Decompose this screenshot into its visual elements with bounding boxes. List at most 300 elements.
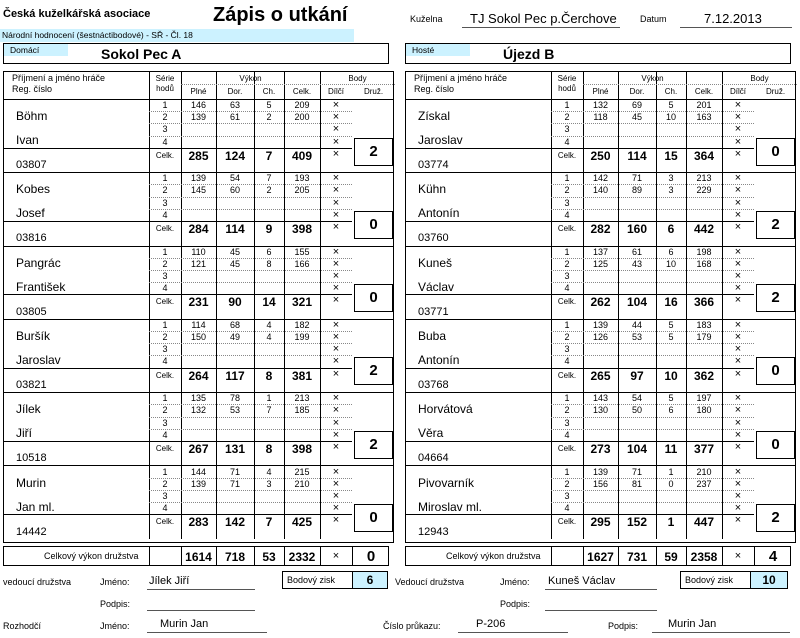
player-total-value: 124 <box>224 148 246 163</box>
referee-name-line <box>147 632 267 633</box>
series-value: 54 <box>631 393 642 404</box>
player-total-value: 114 <box>225 222 245 237</box>
partial-point-mark: × <box>332 416 340 429</box>
player-team-points: 2 <box>354 431 393 459</box>
series-value: 213 <box>294 393 310 404</box>
lane-value: TJ Sokol Pec p.Čerchove <box>470 11 617 26</box>
player-total-value: 364 <box>693 148 715 163</box>
partial-point-mark: × <box>734 355 742 368</box>
series-value: 4 <box>266 319 272 330</box>
partial-point-mark: × <box>332 208 340 221</box>
lane-label: Kuželna <box>410 14 443 24</box>
player-total-value: 231 <box>188 295 209 310</box>
partial-point-mark: × <box>332 294 340 307</box>
series-value: 68 <box>229 319 240 330</box>
player-surname: Böhm <box>16 109 48 123</box>
series-number: 1 <box>162 393 168 404</box>
series-value: 150 <box>190 332 207 343</box>
referee-sign-label: Podpis: <box>608 621 639 631</box>
player-surname: Murin <box>16 475 47 490</box>
reg-line <box>4 441 149 442</box>
partial-point-mark: × <box>734 196 742 209</box>
referee-sign: Murin Jan <box>668 618 717 630</box>
series-value: 3 <box>266 478 272 489</box>
series-total-label: Celk. <box>557 517 577 527</box>
series-number: 3 <box>162 270 168 281</box>
partial-point-mark: × <box>734 318 742 331</box>
clear-col-header: Dor. <box>629 87 645 96</box>
home-score-table <box>3 71 394 543</box>
referee-label: Rozhodčí <box>3 621 42 631</box>
player-team-points: 2 <box>354 138 393 166</box>
partial-point-mark: × <box>734 172 742 185</box>
guest-team-total <box>405 546 791 566</box>
player-total-value: 409 <box>291 148 313 163</box>
series-number: 3 <box>162 344 168 355</box>
player-total-value: 447 <box>693 515 715 530</box>
player-total-value: 442 <box>693 222 715 237</box>
series-number: 4 <box>564 209 570 220</box>
player-total-value: 7 <box>265 148 273 163</box>
series-number: 1 <box>564 100 570 110</box>
series-value: 81 <box>631 478 642 489</box>
team-total-value: 2332 <box>288 550 316 564</box>
series-value: 182 <box>294 319 310 330</box>
partial-point-mark: × <box>734 294 742 307</box>
points-col-header: Body <box>348 74 367 83</box>
partial-point-mark: × <box>332 282 340 295</box>
partial-point-mark: × <box>734 221 742 234</box>
series-value: 10 <box>665 258 676 269</box>
series-number: 1 <box>162 173 168 184</box>
player-block <box>4 99 393 172</box>
team-total-value: 53 <box>262 550 276 564</box>
series-value: 125 <box>592 258 609 269</box>
player-surname: Kühn <box>418 182 447 197</box>
player-block <box>406 172 795 245</box>
partial-col-header: Dílčí <box>730 87 746 96</box>
partial-point-mark: × <box>332 367 340 380</box>
partial-point-mark: × <box>332 184 340 197</box>
series-number: 4 <box>564 429 570 440</box>
total-row-line <box>551 514 754 515</box>
series-total-label: Celk. <box>155 517 175 527</box>
series-total-label: Celk. <box>155 297 175 307</box>
player-firstname: Václav <box>418 279 455 294</box>
home-leader-line <box>147 589 255 590</box>
partial-point-mark: × <box>734 123 742 136</box>
guest-role: Hosté <box>406 44 470 56</box>
series-number: 1 <box>564 246 570 257</box>
points-col-header: Body <box>750 74 769 83</box>
series-value: 229 <box>696 185 712 196</box>
total-row-line <box>551 441 754 442</box>
miss-col-header: Ch. <box>262 87 276 96</box>
series-value: 2 <box>266 112 272 123</box>
player-total-value: 295 <box>590 515 611 530</box>
series-value: 237 <box>696 478 712 489</box>
series-value: 139 <box>592 466 609 477</box>
series-value: 215 <box>294 466 310 477</box>
player-reg-number: 03774 <box>418 159 449 171</box>
partial-point-mark: × <box>332 135 340 148</box>
org-name: Česká kuželkářská asociace <box>3 8 151 20</box>
series-total-label: Celk. <box>557 443 577 453</box>
series-number: 2 <box>162 258 168 269</box>
series-number: 2 <box>564 405 570 416</box>
series-value: 6 <box>668 405 674 416</box>
series-number: 1 <box>564 466 570 477</box>
player-total-value: 7 <box>265 515 273 530</box>
guest-score-table <box>405 71 796 543</box>
series-value: 144 <box>190 466 207 477</box>
series-value: 130 <box>592 405 609 416</box>
total-row-line <box>149 441 352 442</box>
series-value: 185 <box>294 405 310 416</box>
series-value: 63 <box>229 100 240 110</box>
home-leader-label: vedoucí družstva <box>3 577 72 587</box>
series-value: 210 <box>696 466 712 477</box>
partial-point-mark: × <box>332 318 340 331</box>
series-col-header: Série <box>155 74 175 83</box>
team-total-mark: × <box>734 550 742 562</box>
miss-col-header: Ch. <box>664 87 678 96</box>
series-number: 2 <box>564 112 570 123</box>
player-block <box>406 99 795 172</box>
series-value: 4 <box>266 466 272 477</box>
partial-point-mark: × <box>734 489 742 502</box>
total-row-line <box>149 368 352 369</box>
series-value: 140 <box>592 185 609 196</box>
series-value: 71 <box>631 466 642 477</box>
series-number: 2 <box>162 478 168 489</box>
player-total-value: 284 <box>188 222 209 237</box>
series-total-label: Celk. <box>155 370 175 380</box>
partial-point-mark: × <box>734 331 742 344</box>
page-title: Zápis o utkání <box>213 4 348 26</box>
team-total-value: 2358 <box>690 550 718 564</box>
series-number: 3 <box>564 490 570 501</box>
partial-point-mark: × <box>332 465 340 478</box>
team-total-points: 0 <box>366 548 376 565</box>
series-number: 4 <box>162 283 168 294</box>
reg-line <box>406 294 551 295</box>
series-number: 3 <box>564 124 570 135</box>
series-value: 145 <box>190 185 207 196</box>
series-value: 198 <box>696 246 712 257</box>
total-col-header: Celk. <box>694 87 714 96</box>
series-number: 3 <box>162 197 168 208</box>
series-value: 4 <box>266 332 272 343</box>
player-total-value: 283 <box>188 515 209 530</box>
player-firstname: Jaroslav <box>418 133 463 147</box>
partial-point-mark: × <box>332 257 340 270</box>
team-total-label: Celkový výkon družstva <box>446 551 541 561</box>
player-total-value: 398 <box>291 222 313 237</box>
reg-line <box>4 368 149 369</box>
player-total-value: 362 <box>693 368 715 383</box>
series-value: 132 <box>190 405 207 416</box>
reg-line <box>406 441 551 442</box>
team-total-value: 718 <box>224 550 246 564</box>
series-number: 4 <box>564 136 570 147</box>
player-total-value: 273 <box>590 441 611 456</box>
series-number: 3 <box>162 417 168 428</box>
series-number: 2 <box>564 185 570 196</box>
home-name-label: Jméno: <box>100 577 130 587</box>
guest-score-value: 10 <box>750 572 787 588</box>
series-value: 213 <box>696 173 712 184</box>
series-number: 4 <box>564 503 570 514</box>
series-value: 53 <box>229 405 240 416</box>
series-value: 146 <box>190 100 207 110</box>
partial-point-mark: × <box>734 208 742 221</box>
partial-point-mark: × <box>332 331 340 344</box>
guest-leader-line <box>545 589 657 590</box>
series-value: 6 <box>266 246 272 257</box>
player-total-value: 152 <box>626 515 648 530</box>
series-number: 2 <box>564 478 570 489</box>
home-team-total <box>3 546 389 566</box>
series-value: 78 <box>229 393 240 404</box>
partial-point-mark: × <box>332 489 340 502</box>
player-firstname: Věra <box>418 426 444 441</box>
player-total-value: 8 <box>265 368 273 383</box>
total-row-line <box>551 368 754 369</box>
series-number: 1 <box>564 393 570 404</box>
series-value: 126 <box>592 332 609 343</box>
guest-team-name: Újezd B <box>503 46 555 62</box>
player-total-value: 104 <box>626 441 648 456</box>
series-col-header-2: hodů <box>156 84 174 93</box>
series-value: 8 <box>266 258 272 269</box>
partial-point-mark: × <box>734 392 742 405</box>
series-value: 1 <box>266 393 272 404</box>
home-score-value: 6 <box>352 572 387 588</box>
player-firstname: Jaroslav <box>16 352 61 367</box>
series-value: 179 <box>696 332 712 343</box>
series-value: 89 <box>631 185 642 196</box>
player-total-value: 282 <box>590 222 611 237</box>
clear-col-header: Dor. <box>227 87 243 96</box>
guest-team-header <box>405 43 791 64</box>
total-row-line <box>551 221 754 222</box>
partial-point-mark: × <box>734 416 742 429</box>
partial-point-mark: × <box>734 514 742 527</box>
series-number: 2 <box>564 332 570 343</box>
partial-point-mark: × <box>332 404 340 417</box>
series-col-header-2: hodů <box>558 84 576 93</box>
partial-point-mark: × <box>734 440 742 453</box>
partial-point-mark: × <box>332 221 340 234</box>
series-number: 4 <box>162 503 168 514</box>
player-total-value: 9 <box>265 222 273 237</box>
partial-point-mark: × <box>332 123 340 136</box>
reg-col-header: Reg. číslo <box>414 84 455 94</box>
series-number: 4 <box>162 429 168 440</box>
series-value: 49 <box>229 332 240 343</box>
player-total-value: 6 <box>667 222 675 237</box>
series-value: 142 <box>592 173 609 184</box>
player-team-points: 2 <box>756 211 795 239</box>
partial-point-mark: × <box>734 99 742 111</box>
partial-point-mark: × <box>734 147 742 160</box>
series-value: 180 <box>696 405 712 416</box>
series-value: 183 <box>696 319 712 330</box>
series-value: 71 <box>229 466 240 477</box>
series-value: 45 <box>229 246 240 257</box>
player-total-value: 131 <box>224 441 246 456</box>
partial-point-mark: × <box>332 269 340 282</box>
partial-point-mark: × <box>734 184 742 197</box>
series-value: 60 <box>229 185 240 196</box>
guest-score-label: Bodový zisk <box>685 575 734 585</box>
total-row-line <box>551 294 754 295</box>
series-value: 5 <box>266 100 272 110</box>
team-total-value: 731 <box>626 550 648 564</box>
player-reg-number: 03771 <box>418 305 449 318</box>
series-value: 193 <box>294 173 310 184</box>
player-total-value: 142 <box>224 515 246 530</box>
partial-point-mark: × <box>734 245 742 258</box>
partial-point-mark: × <box>332 147 340 160</box>
partial-point-mark: × <box>734 269 742 282</box>
series-value: 143 <box>592 393 609 404</box>
series-value: 2 <box>266 185 272 196</box>
player-block <box>4 172 393 245</box>
series-number: 3 <box>564 270 570 281</box>
series-value: 44 <box>631 319 642 330</box>
player-reg-number: 03805 <box>16 305 47 318</box>
series-value: 210 <box>294 478 310 489</box>
player-reg-number: 04664 <box>418 452 449 465</box>
home-score-label: Bodový zisk <box>287 575 336 585</box>
player-total-value: 160 <box>626 222 648 237</box>
team-total-divider <box>149 547 150 565</box>
series-value: 50 <box>631 405 642 416</box>
partial-point-mark: × <box>734 477 742 490</box>
series-value: 139 <box>190 173 207 184</box>
series-value: 110 <box>191 246 206 257</box>
lane-underline <box>462 27 620 28</box>
series-number: 2 <box>162 112 168 123</box>
player-block <box>406 246 795 319</box>
partial-point-mark: × <box>332 428 340 441</box>
player-total-value: 381 <box>291 368 313 383</box>
series-number: 3 <box>564 197 570 208</box>
series-total-label: Celk. <box>557 297 577 307</box>
series-number: 3 <box>564 417 570 428</box>
series-number: 3 <box>162 124 168 135</box>
player-reg-number: 10518 <box>16 452 47 465</box>
series-total-label: Celk. <box>557 370 577 380</box>
series-total-label: Celk. <box>155 443 175 453</box>
series-number: 1 <box>564 173 570 184</box>
series-value: 61 <box>631 246 642 257</box>
reg-line <box>4 294 149 295</box>
guest-sign-label: Podpis: <box>500 599 531 609</box>
series-number: 4 <box>564 283 570 294</box>
partial-point-mark: × <box>332 172 340 185</box>
player-col-header: Příjmení a jméno hráče <box>414 73 508 83</box>
series-number: 3 <box>564 344 570 355</box>
partial-point-mark: × <box>734 111 742 124</box>
full-col-header: Plné <box>190 87 207 96</box>
player-block <box>406 466 795 539</box>
partial-point-mark: × <box>734 367 742 380</box>
team-points-col-header: Druž. <box>765 87 786 96</box>
series-total-label: Celk. <box>155 224 175 234</box>
series-value: 199 <box>294 332 310 343</box>
player-block <box>4 319 393 392</box>
series-value: 54 <box>229 173 240 184</box>
series-value: 10 <box>665 112 676 123</box>
series-total-label: Celk. <box>557 150 577 160</box>
player-total-value: 16 <box>664 295 678 310</box>
player-total-value: 285 <box>188 148 209 163</box>
partial-point-mark: × <box>332 392 340 405</box>
perf-col-header: Výkon <box>641 74 664 83</box>
partial-point-mark: × <box>332 502 340 515</box>
series-value: 168 <box>696 258 712 269</box>
series-value: 5 <box>668 332 674 343</box>
series-number: 1 <box>162 100 168 110</box>
player-team-points: 0 <box>354 284 393 312</box>
player-surname: Pivovarník <box>418 475 475 490</box>
team-total-divider <box>551 547 552 565</box>
partial-point-mark: × <box>332 355 340 368</box>
total-col-header: Celk. <box>292 87 312 96</box>
player-block <box>4 246 393 319</box>
player-firstname: Jan ml. <box>16 499 55 514</box>
player-firstname: Josef <box>16 206 45 221</box>
guest-sign-line <box>545 610 657 611</box>
player-total-value: 398 <box>291 441 313 456</box>
player-team-points: 2 <box>756 504 795 532</box>
total-row-line <box>149 148 352 149</box>
series-value: 5 <box>668 319 674 330</box>
player-reg-number: 03816 <box>16 232 47 245</box>
player-firstname: Jiří <box>16 426 32 441</box>
series-number: 4 <box>162 356 168 367</box>
partial-point-mark: × <box>332 440 340 453</box>
series-value: 163 <box>696 112 712 123</box>
player-surname: Jílek <box>16 402 41 417</box>
series-number: 3 <box>162 490 168 501</box>
series-number: 4 <box>162 209 168 220</box>
player-surname: Kuneš <box>418 255 453 270</box>
player-block <box>4 392 393 465</box>
player-firstname: Antonín <box>418 206 460 221</box>
player-total-value: 8 <box>265 441 273 456</box>
guest-leader-name: Kuneš Václav <box>548 575 616 587</box>
reg-col-header: Reg. číslo <box>12 84 53 94</box>
series-value: 71 <box>229 478 240 489</box>
series-col-header: Série <box>557 74 577 83</box>
reg-line <box>4 221 149 222</box>
referee-card: P-206 <box>476 618 506 630</box>
player-team-points: 0 <box>756 357 795 385</box>
home-sign-label: Podpis: <box>100 599 131 609</box>
player-total-value: 250 <box>590 148 611 163</box>
series-number: 2 <box>162 332 168 343</box>
subtitle: Národní hodnocení (šestnáctibodové) - SŘ - Čl. 18 <box>0 29 354 42</box>
referee-name: Murin Jan <box>160 618 209 630</box>
series-value: 197 <box>696 393 712 404</box>
player-block <box>406 392 795 465</box>
series-value: 7 <box>266 405 272 416</box>
player-team-points: 0 <box>354 211 393 239</box>
